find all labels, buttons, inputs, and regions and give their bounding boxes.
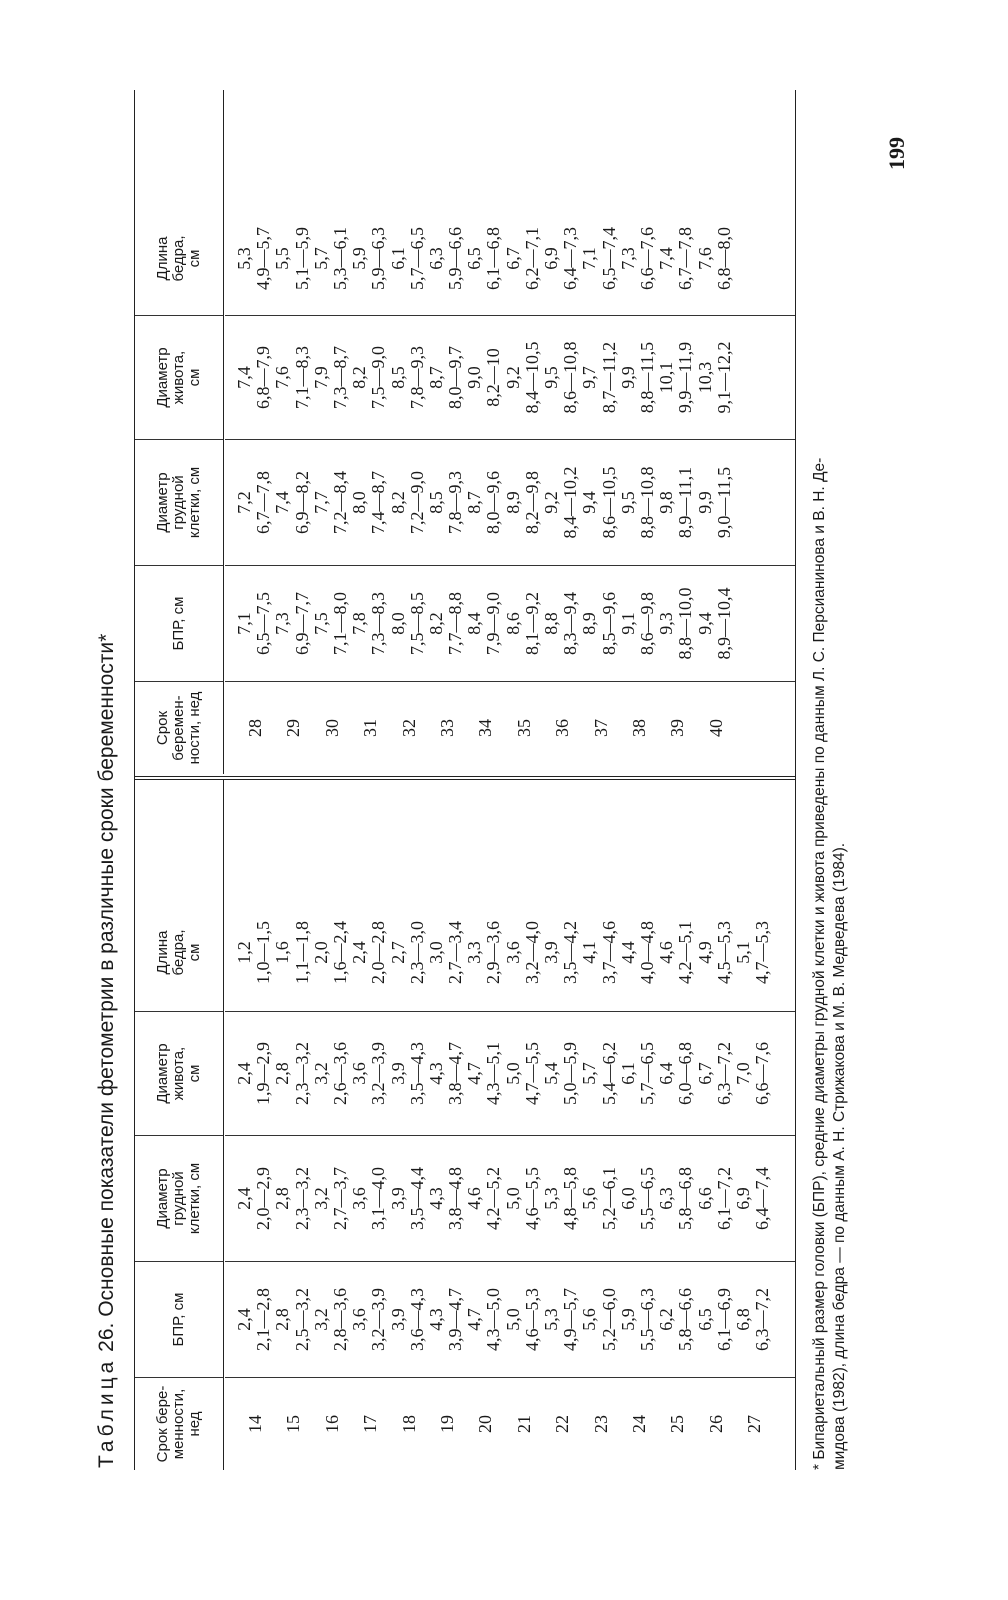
footnote-line-2: мидова (1982), длина бедра — по данным А. Н. Стрижакова и М. В. Медведева (1984). — [831, 842, 848, 1470]
table-cell: 36 — [552, 719, 573, 737]
table-cell: 9,5 — [617, 491, 638, 514]
table-cell: 6,1 — [617, 1062, 638, 1085]
table-cell: 7,2 — [234, 491, 254, 514]
table-cell: 3,9 — [541, 941, 561, 964]
table-cell: 7,4 — [656, 247, 677, 270]
table-cell: 8,5 — [425, 491, 446, 514]
table-cell: 24 — [628, 1415, 649, 1433]
table-cell: 4,3—5,0 — [483, 1288, 504, 1351]
table-cell: 4,3—5,1 — [483, 1042, 504, 1105]
table-cell: 16 — [321, 1415, 342, 1433]
table-cell: 5,5 — [272, 247, 293, 270]
table-cell: 4,6 — [656, 941, 677, 964]
page-number: 199 — [884, 137, 909, 170]
table-cell: 7,8 — [349, 612, 370, 635]
table-cell: 8,6—9,8 — [636, 592, 657, 655]
table-cell: 6,7—7,8 — [253, 471, 274, 534]
table-cell: 3,2—4,0 — [521, 921, 542, 984]
table-cell: 3,6 — [349, 1308, 370, 1331]
column-week — [225, 682, 795, 774]
header-abdomen: Диаметр живота, см — [135, 1012, 223, 1136]
header-bpr: БПР, см — [135, 566, 223, 682]
table-cell: 2,3—3,2 — [291, 1167, 312, 1230]
column-femur — [225, 202, 795, 316]
table-cell: 3,7—4,6 — [598, 921, 619, 984]
table-cell: 1,9—2,9 — [253, 1042, 274, 1105]
table-cell: 4,2—5,1 — [675, 921, 696, 984]
column-abdomen — [225, 316, 795, 440]
table-cell: 8,2—9,8 — [521, 471, 542, 534]
table-cell: 7,7 — [310, 491, 331, 514]
table-cell: 8,0—9,6 — [483, 471, 504, 534]
table-cell: 4,2—5,2 — [483, 1167, 504, 1230]
table-cell: 5,7—6,5 — [406, 227, 427, 290]
table-cell: 4,9 — [694, 941, 715, 964]
table-cell: 2,7—3,4 — [445, 921, 466, 984]
table-cell: 5,6 — [579, 1187, 600, 1210]
table-cell: 8,2 — [349, 366, 370, 389]
column-chest — [225, 1136, 795, 1262]
header-week: Срок бере- менности, нед — [154, 1385, 203, 1463]
table-cell: 8,0 — [387, 612, 408, 635]
table-cell: 6,7 — [694, 1062, 715, 1085]
table-cell: 37 — [590, 719, 611, 737]
table-cell: 31 — [360, 719, 381, 737]
header-femur: Длина бедра, см — [135, 202, 223, 316]
header-abdomen: Диаметр живота, см — [135, 316, 223, 440]
table-cell: 8,9—11,1 — [675, 466, 696, 539]
table-cell: 5,9 — [349, 247, 370, 270]
table-cell: 5,5—6,3 — [636, 1288, 657, 1351]
table-cell: 4,7 — [464, 1308, 485, 1331]
table-cell: 22 — [552, 1415, 573, 1433]
table-cell: 1,6—2,4 — [329, 921, 350, 984]
table-cell: 29 — [283, 719, 304, 737]
table-cell: 2,9—3,6 — [483, 921, 504, 984]
footnote — [810, 90, 850, 1470]
table-cell: 6,9 — [732, 1187, 753, 1210]
table-cell: 4,3 — [425, 1308, 446, 1331]
table-cell: 3,9 — [387, 1308, 408, 1331]
table-cell: 7,9 — [310, 366, 331, 389]
table-cell: 8,8—10,0 — [675, 587, 696, 660]
table-cell: 5,2—6,1 — [598, 1167, 619, 1230]
table-cell: 5,0 — [502, 1308, 523, 1331]
table-cell: 26 — [705, 1415, 726, 1433]
table-cell: 4,3 — [425, 1187, 446, 1210]
table-cell: 6,6—7,6 — [636, 227, 657, 290]
table-cell: 3,8—4,7 — [445, 1042, 466, 1105]
double-divider — [135, 776, 795, 780]
table-cell: 9,7 — [579, 366, 600, 389]
table-cell: 30 — [321, 719, 342, 737]
column-bpr — [225, 1262, 795, 1378]
table-cell: 7,1—8,0 — [329, 592, 350, 655]
table-cell: 23 — [590, 1415, 611, 1433]
table-cell: 4,7—5,5 — [521, 1042, 542, 1105]
table-cell: 6,0—6,8 — [675, 1042, 696, 1105]
table-cell: 4,4 — [617, 941, 638, 964]
table-cell: 7,8—9,3 — [445, 471, 466, 534]
table-cell: 6,3 — [425, 247, 446, 270]
table-cell: 7,4—8,7 — [368, 471, 389, 534]
table-cell: 4,7 — [464, 1062, 485, 1085]
column-femur — [225, 894, 795, 1012]
table-cell: 35 — [513, 719, 534, 737]
table-cell: 9,8 — [656, 491, 677, 514]
table-cell: 1,6 — [272, 941, 293, 964]
table-cell: 5,3 — [541, 1308, 561, 1331]
column-abdomen — [225, 1012, 795, 1136]
table-cell: 5,6 — [579, 1308, 600, 1331]
table-cell: 1,2 — [234, 941, 254, 964]
table-cell: 6,2 — [656, 1308, 677, 1331]
table-cell: 7,1 — [234, 612, 254, 635]
table-cell: 7,3 — [617, 247, 638, 270]
table-cell: 4,6—5,3 — [521, 1288, 542, 1351]
table-cell: 6,5—7,4 — [598, 227, 619, 290]
table-cell: 7,4 — [234, 366, 254, 389]
table-cell: 6,5 — [464, 247, 485, 270]
table-cell: 3,9 — [387, 1187, 408, 1210]
table-title-label: Таблица — [95, 1357, 118, 1468]
table-cell: 28 — [245, 719, 265, 737]
table-cell: 19 — [436, 1415, 457, 1433]
table-cell: 25 — [667, 1415, 688, 1433]
table-cell: 5,8—6,6 — [675, 1288, 696, 1351]
table-cell: 8,3—9,4 — [560, 592, 581, 655]
table-cell: 6,1—6,8 — [483, 227, 504, 290]
table-cell: 9,9 — [617, 366, 638, 389]
footnote-line-1: * Бипариетальный размер головки (БПР), средние диаметры грудной клетки и живота приведены по данным Л. С. Персианинова и В. Н. Де- — [811, 457, 828, 1470]
table-cell: 5,4 — [541, 1062, 561, 1085]
table-cell: 3,1—4,0 — [368, 1167, 389, 1230]
table-cell: 4,5—5,3 — [713, 921, 734, 984]
table-cell: 27 — [744, 1415, 765, 1433]
table-title-text: 26. Основные показатели фетометрии в различные сроки беременности* — [95, 633, 118, 1352]
table-cell: 8,4—10,5 — [521, 341, 542, 414]
table-cell: 10,3 — [694, 361, 715, 394]
table-cell: 8,0 — [349, 491, 370, 514]
table-cell: 15 — [283, 1415, 304, 1433]
table-cell: 3,8—4,8 — [445, 1167, 466, 1230]
table-cell: 6,6—7,6 — [752, 1042, 773, 1105]
column-bpr — [225, 566, 795, 682]
table-header-left — [135, 780, 224, 1470]
table-cell: 3,9—4,7 — [445, 1288, 466, 1351]
table-cell: 38 — [628, 719, 649, 737]
table-cell: 4,6—5,5 — [521, 1167, 542, 1230]
column-chest — [225, 440, 795, 566]
table-cell: 7,6 — [694, 247, 715, 270]
table-cell: 4,7—5,3 — [752, 921, 773, 984]
table-cell: 2,6—3,6 — [329, 1042, 350, 1105]
table-cell: 2,1—2,8 — [253, 1288, 274, 1351]
table-cell: 6,1—6,9 — [713, 1288, 734, 1351]
table-cell: 7,4 — [272, 491, 293, 514]
table-cell: 2,8 — [272, 1187, 293, 1210]
table-cell: 2,0—2,9 — [253, 1167, 274, 1230]
column-week — [225, 1378, 795, 1470]
table-cell: 3,3 — [464, 941, 485, 964]
table-cell: 8,9 — [502, 491, 523, 514]
table-cell: 7,5 — [310, 612, 331, 635]
table-body-right — [225, 90, 795, 774]
table-cell: 5,7—6,5 — [636, 1042, 657, 1105]
table-cell: 8,5—9,6 — [598, 592, 619, 655]
table-header-right — [135, 90, 224, 774]
table-cell: 5,0 — [502, 1062, 523, 1085]
table-cell: 6,9—7,7 — [291, 592, 312, 655]
table-cell: 39 — [667, 719, 688, 737]
table-cell: 5,2—6,0 — [598, 1288, 619, 1351]
table-cell: 6,4 — [656, 1062, 677, 1085]
table-cell: 2,4 — [234, 1308, 254, 1331]
table-cell: 6,7—7,8 — [675, 227, 696, 290]
table-cell: 9,0 — [464, 366, 485, 389]
table-cell: 2,7 — [387, 941, 408, 964]
table-cell: 7,7—8,8 — [445, 592, 466, 655]
table-cell: 8,7 — [464, 491, 485, 514]
table-cell: 6,8—7,9 — [253, 346, 274, 409]
table-cell: 2,4 — [234, 1187, 254, 1210]
table-cell: 9,0—11,5 — [713, 466, 734, 539]
table-cell: 1,0—1,5 — [253, 921, 274, 984]
table-cell: 3,6 — [349, 1062, 370, 1085]
table-cell: 8,6—10,5 — [598, 466, 619, 539]
table-cell: 40 — [705, 719, 726, 737]
table-cell: 2,8 — [272, 1062, 293, 1085]
table-cell: 2,8—3,6 — [329, 1288, 350, 1351]
table-cell: 5,9—6,3 — [368, 227, 389, 290]
table-right-half — [135, 90, 795, 774]
table-cell: 9,9—11,9 — [675, 341, 696, 414]
table-cell: 2,5—3,2 — [291, 1288, 312, 1351]
table-cell: 4,0—4,8 — [636, 921, 657, 984]
table-cell: 7,1 — [579, 247, 600, 270]
table-cell: 7,3 — [272, 612, 293, 635]
table-cell: 3,0 — [425, 941, 446, 964]
table-cell: 5,8—6,8 — [675, 1167, 696, 1230]
table-cell: 32 — [398, 719, 419, 737]
table-cell: 6,8—8,0 — [713, 227, 734, 290]
fetometry-table — [134, 90, 796, 1470]
table-body-left — [225, 780, 795, 1470]
table-cell: 4,9—5,7 — [560, 1288, 581, 1351]
table-cell: 6,9 — [541, 247, 561, 270]
table-cell: 9,1—12,2 — [713, 341, 734, 414]
table-cell: 4,1 — [579, 941, 600, 964]
table-cell: 8,2 — [387, 491, 408, 514]
table-cell: 7,8—9,3 — [406, 346, 427, 409]
table-cell: 7,6 — [272, 366, 293, 389]
table-cell: 3,6 — [502, 941, 523, 964]
table-cell: 8,9 — [579, 612, 600, 635]
table-cell: 2,4 — [349, 941, 370, 964]
table-cell: 7,3—8,7 — [329, 346, 350, 409]
table-cell: 6,4—7,4 — [752, 1167, 773, 1230]
table-cell: 9,2 — [541, 491, 561, 514]
table-cell: 2,0 — [310, 941, 331, 964]
table-cell: 8,2 — [425, 612, 446, 635]
table-cell: 6,9—8,2 — [291, 471, 312, 534]
table-cell: 7,9—9,0 — [483, 592, 504, 655]
header-week: Срок беремен- ности, нед — [154, 691, 203, 765]
table-cell: 14 — [245, 1415, 265, 1433]
table-cell: 5,3—6,1 — [329, 227, 350, 290]
table-cell: 2,4 — [234, 1062, 254, 1085]
table-cell: 5,3 — [541, 1187, 561, 1210]
table-cell: 17 — [360, 1415, 381, 1433]
table-cell: 8,1—9,2 — [521, 592, 542, 655]
table-cell: 8,4—10,2 — [560, 466, 581, 539]
table-cell: 8,0—9,7 — [445, 346, 466, 409]
table-cell: 6,5 — [694, 1308, 715, 1331]
header-bpr: БПР, см — [135, 1262, 223, 1378]
table-cell: 2,7—3,7 — [329, 1167, 350, 1230]
table-cell: 10,1 — [656, 361, 677, 394]
table-cell: 3,9 — [387, 1062, 408, 1085]
table-cell: 2,0—2,8 — [368, 921, 389, 984]
table-title — [94, 88, 120, 1468]
table-cell: 2,3—3,0 — [406, 921, 427, 984]
table-cell: 8,4 — [464, 612, 485, 635]
table-cell: 34 — [475, 719, 496, 737]
table-cell: 21 — [513, 1415, 534, 1433]
table-cell: 4,9—5,7 — [253, 227, 274, 290]
table-cell: 3,5—4,2 — [560, 921, 581, 984]
table-cell: 9,5 — [541, 366, 561, 389]
table-cell: 7,1—8,3 — [291, 346, 312, 409]
table-cell: 8,5 — [387, 366, 408, 389]
table-cell: 3,5—4,4 — [406, 1167, 427, 1230]
table-cell: 8,8—11,5 — [636, 341, 657, 414]
table-cell: 3,2—3,9 — [368, 1042, 389, 1105]
table-cell: 7,2—9,0 — [406, 471, 427, 534]
table-cell: 9,4 — [579, 491, 600, 514]
table-cell: 7,2—8,4 — [329, 471, 350, 534]
table-cell: 8,7 — [425, 366, 446, 389]
table-cell: 5,0—5,9 — [560, 1042, 581, 1105]
table-cell: 9,4 — [694, 612, 715, 635]
table-cell: 5,1 — [732, 941, 753, 964]
table-cell: 5,0 — [502, 1187, 523, 1210]
table-cell: 2,3—3,2 — [291, 1042, 312, 1105]
header-chest: Диаметр грудной клетки, см — [135, 440, 223, 566]
header-chest: Диаметр грудной клетки, см — [135, 1136, 223, 1262]
table-cell: 5,3 — [234, 247, 254, 270]
table-cell: 8,8—10,8 — [636, 466, 657, 539]
table-cell: 9,3 — [656, 612, 677, 635]
table-cell: 6,6 — [694, 1187, 715, 1210]
table-cell: 9,1 — [617, 612, 638, 635]
table-cell: 3,6—4,3 — [406, 1288, 427, 1351]
table-cell: 6,4—7,3 — [560, 227, 581, 290]
table-cell: 6,8 — [732, 1308, 753, 1331]
table-cell: 4,8—5,8 — [560, 1167, 581, 1230]
table-left-half — [135, 780, 795, 1470]
table-cell: 6,0 — [617, 1187, 638, 1210]
table-cell: 3,6 — [349, 1187, 370, 1210]
table-cell: 5,5—6,5 — [636, 1167, 657, 1230]
table-cell: 3,5—4,3 — [406, 1042, 427, 1105]
table-cell: 5,9 — [617, 1308, 638, 1331]
table-cell: 6,2—7,1 — [521, 227, 542, 290]
table-cell: 8,8 — [541, 612, 561, 635]
table-cell: 4,3 — [425, 1062, 446, 1085]
table-cell: 20 — [475, 1415, 496, 1433]
table-cell: 6,3—7,2 — [752, 1288, 773, 1351]
table-cell: 8,2—10 — [483, 348, 504, 407]
table-cell: 6,5—7,5 — [253, 592, 274, 655]
table-cell: 8,9—10,4 — [713, 587, 734, 660]
table-cell: 3,2 — [310, 1308, 331, 1331]
table-cell: 7,0 — [732, 1062, 753, 1085]
table-cell: 3,2 — [310, 1062, 331, 1085]
table-cell: 8,6 — [502, 612, 523, 635]
table-cell: 9,9 — [694, 491, 715, 514]
table-cell: 5,4—6,2 — [598, 1042, 619, 1105]
table-cell: 9,2 — [502, 366, 523, 389]
table-cell: 8,7—11,2 — [598, 341, 619, 414]
table-cell: 6,1 — [387, 247, 408, 270]
table-cell: 5,7 — [310, 247, 331, 270]
table-cell: 18 — [398, 1415, 419, 1433]
table-cell: 3,2—3,9 — [368, 1288, 389, 1351]
table-cell: 4,6 — [464, 1187, 485, 1210]
header-femur: Длина бедра, см — [135, 894, 223, 1012]
table-cell: 7,5—8,5 — [406, 592, 427, 655]
rotated-page — [94, 70, 914, 1490]
table-cell: 5,1—5,9 — [291, 227, 312, 290]
table-cell: 6,3 — [656, 1187, 677, 1210]
table-cell: 6,3—7,2 — [713, 1042, 734, 1105]
table-cell: 5,9—6,6 — [445, 227, 466, 290]
table-cell: 8,6—10,8 — [560, 341, 581, 414]
table-cell: 1,1—1,8 — [291, 921, 312, 984]
table-cell: 5,7 — [579, 1062, 600, 1085]
table-cell: 6,1—7,2 — [713, 1167, 734, 1230]
table-cell: 33 — [436, 719, 457, 737]
table-cell: 3,2 — [310, 1187, 331, 1210]
table-cell: 6,7 — [502, 247, 523, 270]
table-cell: 7,5—9,0 — [368, 346, 389, 409]
table-cell: 7,3—8,3 — [368, 592, 389, 655]
table-cell: 2,8 — [272, 1308, 293, 1331]
